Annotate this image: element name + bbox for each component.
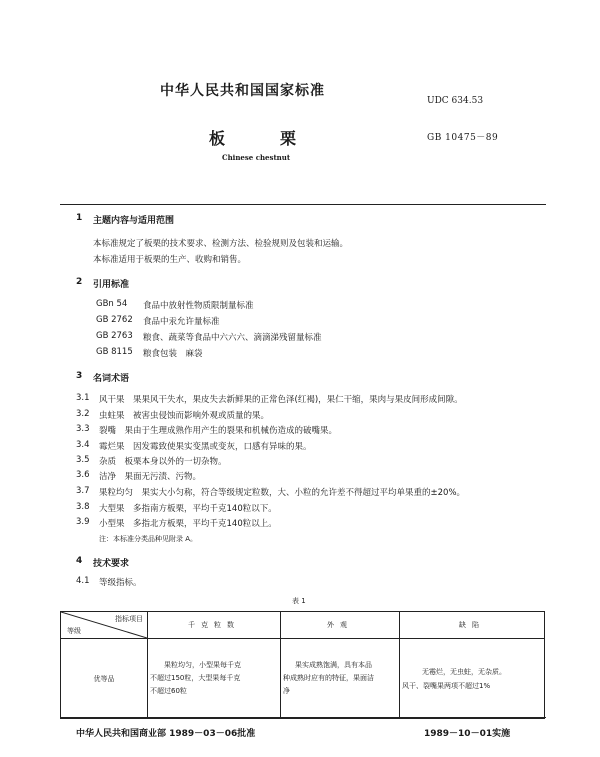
reference-name: 食品中汞允许量标准 [143, 317, 220, 327]
reference-name: 粮食、蔬菜等食品中六六六、滴滴涕残留量标准 [143, 333, 322, 343]
footer-divider [60, 717, 546, 718]
classification-note: 注：本标准分类品种见附录 A。 [99, 535, 198, 543]
header-divider [60, 204, 546, 205]
column-header: 千克粒数 [148, 612, 281, 639]
term-text: 虫蛀果 被害虫侵蚀而影响外观或质量的果。 [99, 411, 270, 421]
scope-paragraph-2: 本标准适用于板栗的生产、收购和销售。 [93, 255, 247, 265]
term-text: 果粒均匀 果实大小匀称，符合等级规定粒数，大、小粒的允许差不得超过平均单果重的±20%。 [99, 488, 466, 498]
standard-name: 板栗 [209, 129, 352, 148]
term-text: 风干果 果果风干失水，果皮失去新鲜果的正常色泽(红褐)，果仁干缩，果肉与果皮间形成间隙。 [99, 395, 463, 405]
reference-code: GBn 54 [96, 299, 128, 309]
corner-top-label: 指标项目 [115, 615, 143, 623]
udc-code: UDC 634.53 [427, 96, 484, 106]
term-text: 大型果 多指南方板栗，平均千克140粒以下。 [99, 504, 277, 514]
table-corner-cell [61, 612, 148, 639]
table-caption: 表 1 [292, 597, 306, 605]
approval-date: 中华人民共和国商业部 1989－03－06批准 [76, 729, 256, 739]
section-number-1: 1 [76, 213, 83, 223]
corner-bottom-label: 等级 [67, 627, 81, 635]
section-title-4: 技术要求 [93, 559, 130, 569]
national-standard-title: 中华人民共和国国家标准 [160, 83, 325, 99]
appearance-cell [281, 639, 400, 719]
implementation-date: 1989－10－01实施 [424, 729, 511, 739]
term-number: 3.1 [76, 393, 90, 403]
table-row [61, 639, 545, 719]
reference-name: 粮食包装 麻袋 [143, 349, 203, 359]
gb-number: GB 10475－89 [427, 133, 499, 143]
count-cell [148, 639, 281, 719]
term-number: 3.5 [76, 455, 90, 465]
column-header: 外观 [281, 612, 400, 639]
term-number: 3.9 [76, 517, 90, 527]
section-title-3: 名词术语 [93, 374, 130, 384]
section-number-2: 2 [76, 277, 83, 287]
count-line: 不超过150粒，大型果每千克 [150, 674, 241, 682]
term-text: 霉烂果 因发霉致使果实变黑或变灰，口感有异味的果。 [99, 442, 312, 452]
term-number: 3.6 [76, 470, 90, 480]
term-number: 3.7 [76, 486, 90, 496]
defect-cell [400, 639, 545, 719]
tech-req-text: 等级指标。 [99, 578, 142, 588]
term-text: 洁净 果面无污渍、污物。 [99, 472, 202, 482]
term-number: 3.2 [76, 409, 90, 419]
column-header: 缺陷 [400, 612, 545, 639]
grade-cell: 优等品 [61, 639, 148, 719]
term-text: 杂质 板栗本身以外的一切杂物。 [99, 457, 227, 467]
defect-line: 风干、裂嘴果两项不超过1% [402, 681, 491, 690]
appearance-line: 净 [283, 687, 290, 695]
count-line: 果粒均匀，小型果每千克 [164, 661, 241, 669]
english-title: Chinese chestnut [222, 153, 291, 162]
section-number-4: 4 [76, 556, 83, 566]
section-number-3: 3 [76, 371, 83, 381]
reference-name: 食品中放射性物质限制量标准 [143, 301, 254, 311]
appearance-line: 果实成熟饱满，具有本品 [295, 661, 372, 669]
reference-code: GB 2762 [96, 315, 133, 325]
reference-code: GB 2763 [96, 331, 133, 341]
tech-req-number: 4.1 [76, 576, 90, 586]
term-number: 3.8 [76, 502, 90, 512]
term-text: 小型果 多指北方板栗，平均千克140粒以上。 [99, 519, 277, 529]
appearance-line: 种成熟时应有的特征，果面洁 [283, 674, 374, 682]
grade-table [60, 611, 545, 719]
defect-line: 无霉烂，无虫蛀，无杂质。 [422, 667, 506, 676]
term-number: 3.4 [76, 440, 90, 450]
term-number: 3.3 [76, 424, 90, 434]
table-header-row [61, 612, 545, 639]
section-title-2: 引用标准 [93, 280, 130, 290]
reference-code: GB 8115 [96, 347, 133, 357]
section-title-1: 主题内容与适用范围 [93, 216, 175, 226]
scope-paragraph-1: 本标准规定了板栗的技术要求、检测方法、检验规则及包装和运输。 [93, 239, 349, 249]
term-text: 裂嘴 果由于生理成熟作用产生的裂果和机械伤造成的破嘴果。 [99, 426, 338, 436]
count-line: 不超过60粒 [150, 687, 187, 695]
